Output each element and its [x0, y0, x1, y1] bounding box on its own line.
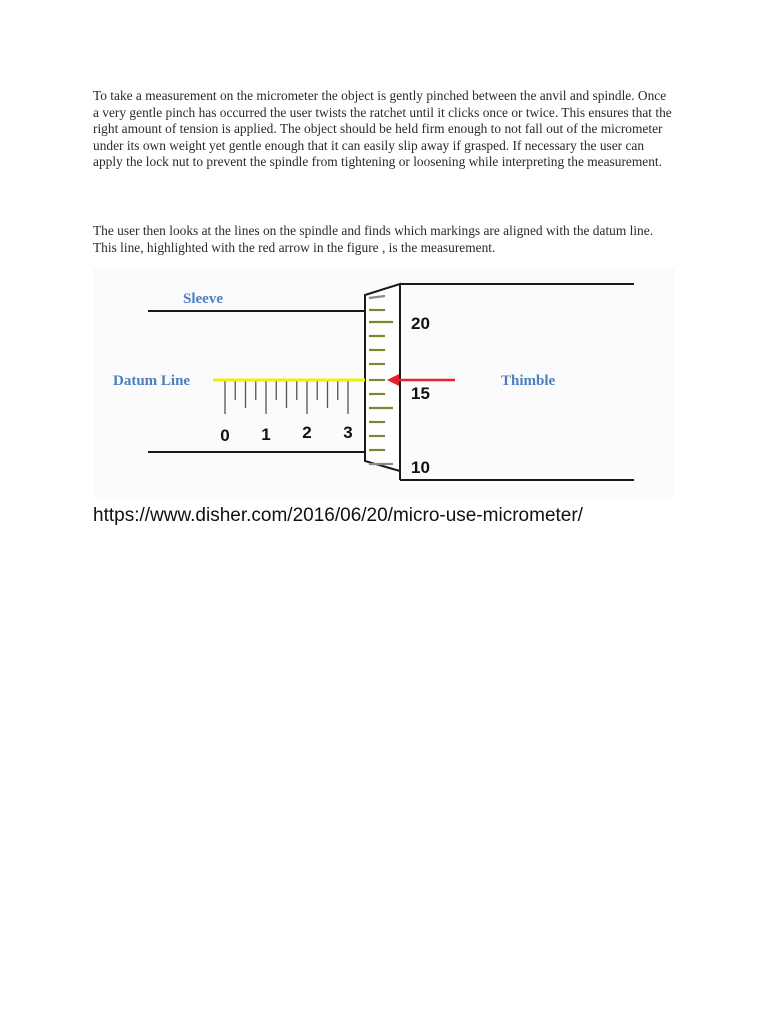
sleeve-number-2: 2 — [302, 423, 312, 442]
micrometer-diagram — [93, 268, 675, 498]
thimble-number-10: 10 — [411, 458, 430, 477]
datum-line-label: Datum Line — [113, 373, 191, 389]
thimble-number-20: 20 — [411, 314, 430, 333]
thimble-label: Thimble — [501, 373, 556, 389]
source-url-link[interactable]: https://www.disher.com/2016/06/20/micro-use-micrometer/ — [93, 505, 583, 526]
paragraph-measurement-procedure: To take a measurement on the micrometer the object is gently pinched between the anvil and spindle. Once a very gentle pinch has occurred the user twists the ratchet until it clicks once or twice. This ensures that the right amount of tension is applied. The object should be held firm enough to not fall out of the micrometer under its own weight yet gentle enough that it can easily slip away if grasped. If necessary the user can apply the lock nut to prevent the spindle from tightening or loosening while interpreting the measurement. — [93, 88, 672, 170]
sleeve-number-0: 0 — [220, 426, 230, 445]
paragraph-reading-datum-line: The user then looks at the lines on the spindle and finds which markings are aligned with the datum line. This line, highlighted with the red arrow in the figure , is the measurement. — [93, 223, 654, 255]
sleeve-number-3: 3 — [343, 423, 353, 442]
thimble-number-15: 15 — [411, 384, 430, 403]
sleeve-label: Sleeve — [183, 291, 223, 307]
sleeve-number-1: 1 — [261, 425, 271, 444]
